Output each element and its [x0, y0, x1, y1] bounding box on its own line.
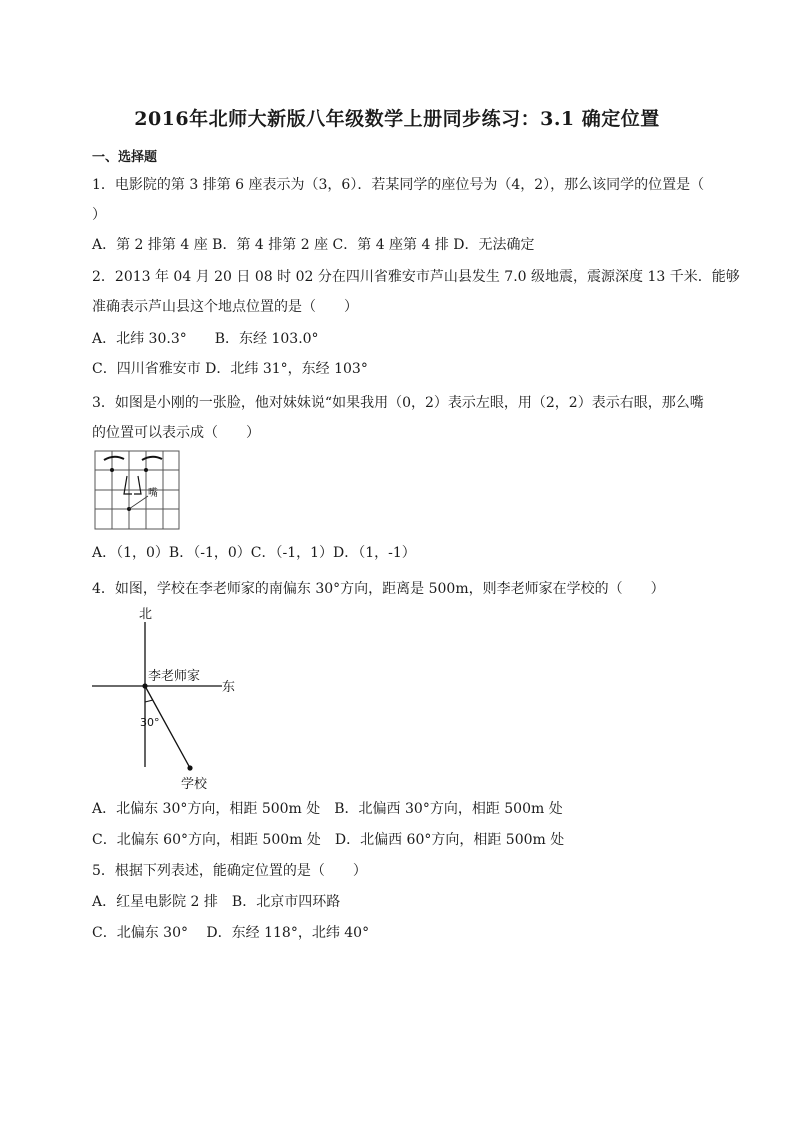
north-label: 北: [139, 607, 153, 622]
school-point: [187, 765, 192, 770]
home-label: 李老师家: [148, 669, 201, 684]
q3-options: A．（1，0）B．（-1，0）C．（-1，1）D．（1，-1）: [92, 545, 416, 561]
left-eye-point: [110, 468, 114, 472]
q4-options-line2: C．北偏东 60°方向，相距 500m 处 D．北偏西 60°方向，相距 500m 处: [92, 832, 565, 848]
right-eyebrow: [142, 457, 162, 460]
q1-stem-line1: 1．电影院的第 3 排第 6 座表示为（3，6）．若某同学的座位号为（4，2），那么该同学的位置是（: [92, 177, 705, 193]
q2-stem-line1: 2．2013 年 04 月 20 日 08 时 02 分在四川省雅安市芦山县发生 7.0 级地震，震源深度 13 千米．能够: [92, 269, 740, 285]
q2-options-line2: C．四川省雅安市 D．北纬 31°，东经 103°: [92, 361, 368, 377]
angle-arc: [145, 700, 153, 702]
left-eyebrow: [104, 457, 124, 460]
q4-options-line1: A．北偏东 30°方向，相距 500m 处 B．北偏西 30°方向，相距 500m 处: [92, 801, 563, 817]
face-grid: [95, 451, 179, 529]
q3-stem-line2: 的位置可以表示成（ ）: [92, 425, 260, 441]
q1-stem-line2: ）: [92, 207, 106, 223]
q3-stem-line1: 3．如图是小刚的一张脸，他对妹妹说“如果我用（0，2）表示左眼，用（2，2）表示右眼，那么嘴: [92, 395, 704, 411]
section-heading: 一、选择题: [92, 150, 158, 165]
face-grid-figure: [92, 448, 182, 532]
nose: [124, 476, 141, 494]
page-title: 2016年北师大新版八年级数学上册同步练习：3.1 确定位置: [134, 108, 660, 130]
q1-options: A．第 2 排第 4 座 B．第 4 排第 2 座 C．第 4 座第 4 排 D．无法确定: [92, 237, 535, 253]
q5-options-line2: C．北偏东 30° D．东经 118°，北纬 40°: [92, 925, 370, 941]
q2-options-line1: A．北纬 30.3° B．东经 103.0°: [92, 331, 319, 347]
right-eye-point: [144, 468, 148, 472]
mouth-pointer-line: [129, 496, 148, 509]
q4-stem: 4．如图，学校在李老师家的南偏东 30°方向，距离是 500m，则李老师家在学校的（ ）: [92, 581, 665, 597]
mouth-label: 嘴: [148, 488, 158, 499]
angle-label: 30°: [140, 716, 160, 729]
direction-figure: [92, 602, 252, 794]
east-label: 东: [222, 680, 236, 695]
q5-options-line1: A．红星电影院 2 排 B．北京市四环路: [92, 894, 341, 910]
q2-stem-line2: 准确表示芦山县这个地点位置的是（ ）: [92, 299, 358, 315]
q5-stem: 5．根据下列表述，能确定位置的是（ ）: [92, 863, 367, 879]
school-label: 学校: [181, 777, 208, 792]
